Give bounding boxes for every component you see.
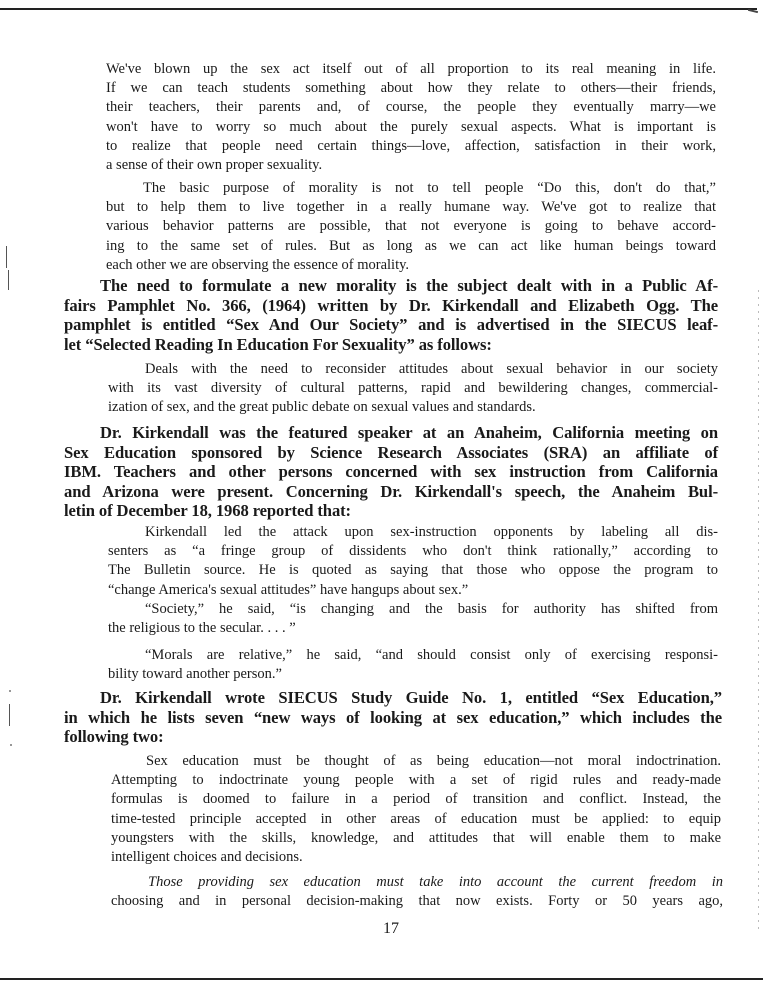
text-line: youngsters with the skills, knowledge, and attitudes that will enable them to make [111,829,721,846]
text-line: choosing and in personal decision-making that now exists. Forty or 50 years ago, [111,893,723,910]
quote-paragraph [111,873,723,911]
text-line: The basic purpose of morality is not to tell people “Do this, don't do that,” [143,180,716,196]
text-line: the religious to the secular. . . . ” [108,620,296,637]
text-line: “Morals are relative,” he said, “and should consist only of exercising responsi- [145,647,718,663]
text-line: The need to formulate a new morality is the subject dealt with in a Public Af- [100,276,718,295]
text-line: We've blown up the sex act itself out of all proportion to its real meaning in life. [106,61,716,77]
text-line: If we can teach students something about how they relate to others—their friends, [106,80,716,97]
text-line: Deals with the need to reconsider attitudes about sexual behavior in our society [145,361,718,377]
text-line: Dr. Kirkendall was the featured speaker at an Anaheim, California meeting on [100,423,718,442]
text-line: fairs Pamphlet No. 366, (1964) written by Dr. Kirkendall and Elizabeth Ogg. The [64,295,718,315]
text-line: ization of sex, and the great public debate on sexual values and standards. [108,399,536,416]
text-line: with its vast diversity of cultural patterns, rapid and bewildering changes, commercial- [108,380,718,397]
text-line: time-tested principle accepted in other areas of education must be applied: to equip [111,810,721,827]
text-line: The Bulletin source. He is quoted as saying that those who oppose the program to [108,562,718,579]
body-paragraph [64,276,718,354]
text-line: intelligent choices and decisions. [111,849,303,866]
text-line: Kirkendall led the attack upon sex-instruction opponents by labeling all dis- [145,524,718,540]
text-line: let “Selected Reading In Education For Sexuality” as follows: [64,334,492,354]
quote-paragraph [108,523,718,600]
text-line: Sex education must be thought of as being education—not moral indoctrination. [146,753,721,769]
text-line: and Arizona were present. Concerning Dr. Kirkendall's speech, the Anaheim Bul- [64,481,718,501]
quote-paragraph [108,600,718,638]
text-line: letin of December 18, 1968 reported that: [64,501,351,520]
quote-paragraph [106,60,716,175]
text-line: “change America's sexual attitudes” have hangups about sex.” [108,581,469,598]
text-line: Dr. Kirkendall wrote SIECUS Study Guide No. 1, entitled “Sex Education,” [100,688,722,707]
text-line: IBM. Teachers and other persons concerned with sex instruction from California [64,462,718,481]
text-line: senters as “a fringe group of dissidents who don't think rationally,” according to [108,543,718,560]
text-line: Sex Education sponsored by Science Research Associates (SRA) an affiliate of [64,442,718,462]
text-line: a sense of their own proper sexuality. [106,157,323,174]
body-paragraph [64,423,718,521]
text-line: won't have to worry so much about the purely sexual aspects. What is important is [106,118,716,135]
quote-paragraph [111,752,721,867]
body-paragraph [64,688,722,747]
quote-paragraph [106,179,716,275]
text-line: each other we are observing the essence of morality. [106,256,410,273]
text-line: ing to the same set of rules. But as long as we can act like human beings toward [106,237,716,254]
text-line: Those providing sex education must take into account the current freedom in [148,874,723,890]
page-number: 17 [383,920,399,937]
text-line: various behavior patterns are possible, that not everyone is going to behave accord- [106,218,716,235]
text-line: bility toward another person.” [108,666,282,683]
text-line: in which he lists seven “new ways of looking at sex education,” which includes the [64,707,722,727]
text-line: but to help them to live together in a really humane way. We've got to realize that [106,199,716,216]
text-line: pamphlet is entitled “Sex And Our Society” and is advertised in the SIECUS leaf- [64,315,718,334]
text-line: to realize that people need certain things—love, affection, satisfaction in their work, [106,137,716,154]
text-line: following two: [64,727,164,746]
text-line: their teachers, their parents and, of course, the people they eventually marry—we [106,99,716,116]
quote-paragraph [108,360,718,418]
text-line: Attempting to indoctrinate young people with a set of rigid rules and ready-made [111,772,721,789]
text-line: formulas is doomed to failure in a period of transition and conflict. Instead, the [111,791,721,808]
quote-paragraph [108,646,718,684]
text-line: “Society,” he said, “is changing and the basis for authority has shifted from [145,601,718,617]
